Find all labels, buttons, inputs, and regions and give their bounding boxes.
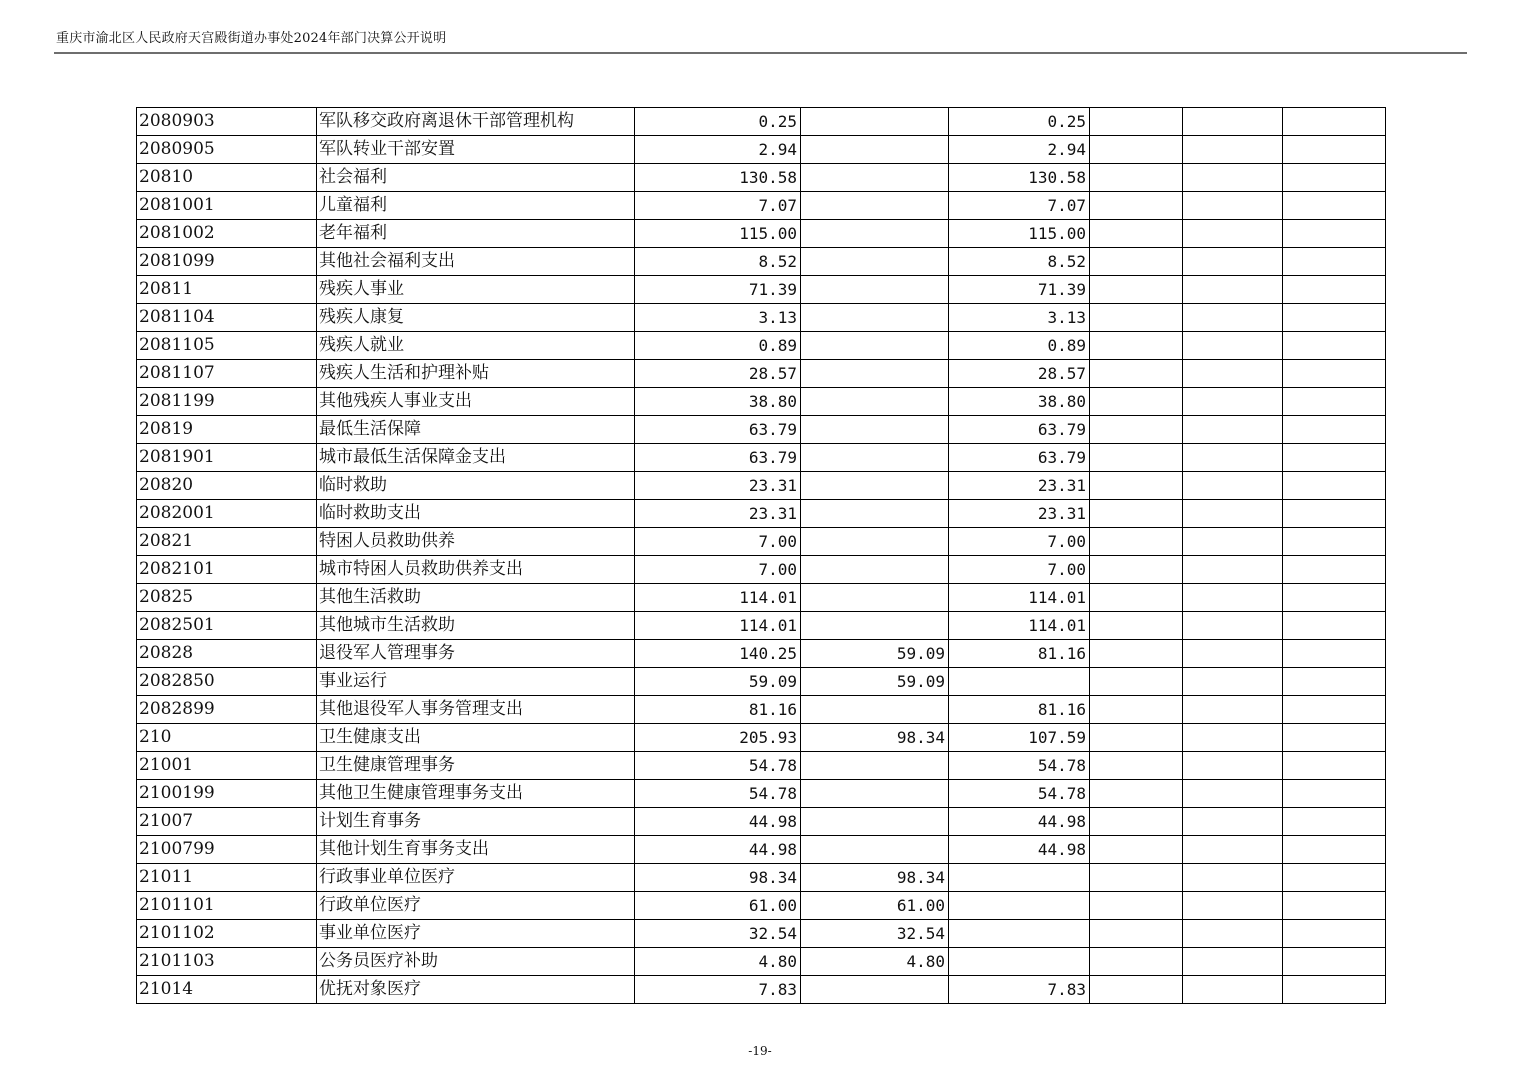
cell-subject-code: 2081901 [137,444,317,472]
cell-basic-expenditure: 98.34 [801,724,949,752]
cell-basic-expenditure [801,304,949,332]
cell-subject-code: 2082850 [137,668,317,696]
cell-subject-name: 卫生健康管理事务 [317,752,635,780]
cell-column-6 [1090,332,1183,360]
cell-column-6 [1090,696,1183,724]
cell-subject-code: 2100799 [137,836,317,864]
cell-basic-expenditure [801,192,949,220]
cell-column-6 [1090,528,1183,556]
cell-column-8 [1283,808,1386,836]
cell-project-expenditure: 107.59 [949,724,1090,752]
cell-subject-name: 事业运行 [317,668,635,696]
cell-column-6 [1090,612,1183,640]
cell-column-6 [1090,668,1183,696]
cell-column-7 [1183,276,1283,304]
cell-project-expenditure: 81.16 [949,696,1090,724]
table-row [137,640,1386,668]
cell-column-6 [1090,892,1183,920]
table-row [137,696,1386,724]
cell-total: 71.39 [635,276,801,304]
cell-total: 0.25 [635,108,801,136]
cell-subject-name: 其他社会福利支出 [317,248,635,276]
cell-subject-name: 儿童福利 [317,192,635,220]
cell-subject-name: 残疾人康复 [317,304,635,332]
cell-subject-name: 社会福利 [317,164,635,192]
table-row [137,164,1386,192]
cell-column-7 [1183,164,1283,192]
cell-basic-expenditure [801,808,949,836]
cell-column-7 [1183,360,1283,388]
cell-column-8 [1283,500,1386,528]
cell-subject-code: 2100199 [137,780,317,808]
cell-column-8 [1283,836,1386,864]
cell-subject-name: 其他退役军人事务管理支出 [317,696,635,724]
cell-column-8 [1283,136,1386,164]
cell-project-expenditure: 130.58 [949,164,1090,192]
cell-column-7 [1183,724,1283,752]
cell-column-7 [1183,780,1283,808]
cell-column-6 [1090,276,1183,304]
cell-column-6 [1090,164,1183,192]
cell-column-6 [1090,584,1183,612]
cell-subject-name: 残疾人生活和护理补贴 [317,360,635,388]
cell-subject-code: 21007 [137,808,317,836]
cell-column-7 [1183,472,1283,500]
cell-subject-name: 事业单位医疗 [317,920,635,948]
cell-project-expenditure: 44.98 [949,836,1090,864]
table-row [137,780,1386,808]
cell-subject-code: 21001 [137,752,317,780]
table-row [137,192,1386,220]
cell-column-8 [1283,304,1386,332]
cell-subject-code: 20821 [137,528,317,556]
cell-column-6 [1090,500,1183,528]
cell-column-6 [1090,192,1183,220]
cell-column-6 [1090,948,1183,976]
cell-subject-code: 2082101 [137,556,317,584]
cell-column-8 [1283,276,1386,304]
cell-project-expenditure: 23.31 [949,472,1090,500]
cell-subject-code: 20828 [137,640,317,668]
cell-basic-expenditure [801,416,949,444]
cell-subject-code: 2101102 [137,920,317,948]
cell-project-expenditure: 7.07 [949,192,1090,220]
cell-column-7 [1183,976,1283,1004]
cell-column-6 [1090,304,1183,332]
table-row [137,388,1386,416]
cell-column-8 [1283,388,1386,416]
cell-basic-expenditure [801,136,949,164]
cell-column-7 [1183,500,1283,528]
cell-column-8 [1283,612,1386,640]
cell-subject-name: 其他卫生健康管理事务支出 [317,780,635,808]
cell-project-expenditure [949,668,1090,696]
table-row [137,892,1386,920]
cell-column-7 [1183,892,1283,920]
cell-project-expenditure: 38.80 [949,388,1090,416]
cell-total: 0.89 [635,332,801,360]
cell-basic-expenditure [801,472,949,500]
cell-subject-code: 21011 [137,864,317,892]
cell-subject-name: 残疾人事业 [317,276,635,304]
cell-column-7 [1183,920,1283,948]
cell-subject-name: 城市最低生活保障金支出 [317,444,635,472]
cell-basic-expenditure [801,752,949,780]
cell-subject-name: 行政单位医疗 [317,892,635,920]
table-row [137,976,1386,1004]
cell-project-expenditure: 23.31 [949,500,1090,528]
cell-column-8 [1283,528,1386,556]
table-row [137,276,1386,304]
cell-project-expenditure: 8.52 [949,248,1090,276]
cell-column-6 [1090,472,1183,500]
cell-project-expenditure: 63.79 [949,416,1090,444]
cell-subject-name: 残疾人就业 [317,332,635,360]
cell-subject-code: 2081104 [137,304,317,332]
cell-subject-code: 2081105 [137,332,317,360]
table-row [137,864,1386,892]
cell-column-6 [1090,780,1183,808]
cell-subject-name: 计划生育事务 [317,808,635,836]
cell-project-expenditure: 7.00 [949,556,1090,584]
cell-column-7 [1183,528,1283,556]
cell-subject-code: 20819 [137,416,317,444]
cell-column-8 [1283,696,1386,724]
cell-column-6 [1090,752,1183,780]
cell-subject-name: 特困人员救助供养 [317,528,635,556]
cell-total: 140.25 [635,640,801,668]
table-row [137,444,1386,472]
cell-column-8 [1283,416,1386,444]
cell-column-6 [1090,724,1183,752]
cell-column-6 [1090,108,1183,136]
cell-subject-name: 军队转业干部安置 [317,136,635,164]
cell-subject-code: 21014 [137,976,317,1004]
cell-column-8 [1283,360,1386,388]
cell-subject-name: 军队移交政府离退休干部管理机构 [317,108,635,136]
table-row [137,948,1386,976]
cell-basic-expenditure [801,584,949,612]
table-row [137,528,1386,556]
cell-project-expenditure: 44.98 [949,808,1090,836]
cell-basic-expenditure: 59.09 [801,640,949,668]
table-row [137,668,1386,696]
cell-project-expenditure: 3.13 [949,304,1090,332]
cell-subject-name: 城市特困人员救助供养支出 [317,556,635,584]
cell-subject-name: 其他城市生活救助 [317,612,635,640]
cell-column-8 [1283,220,1386,248]
cell-project-expenditure [949,948,1090,976]
page-number: -19- [748,1044,772,1058]
cell-column-7 [1183,388,1283,416]
cell-column-8 [1283,976,1386,1004]
cell-total: 8.52 [635,248,801,276]
cell-basic-expenditure [801,836,949,864]
table-row [137,724,1386,752]
header-divider [54,52,1467,54]
cell-subject-name: 卫生健康支出 [317,724,635,752]
cell-subject-code: 20810 [137,164,317,192]
cell-column-8 [1283,444,1386,472]
cell-subject-name: 临时救助支出 [317,500,635,528]
cell-total: 59.09 [635,668,801,696]
cell-column-6 [1090,836,1183,864]
cell-column-6 [1090,976,1183,1004]
cell-total: 63.79 [635,416,801,444]
cell-project-expenditure: 115.00 [949,220,1090,248]
cell-column-8 [1283,640,1386,668]
cell-subject-name: 其他残疾人事业支出 [317,388,635,416]
cell-column-8 [1283,584,1386,612]
cell-column-7 [1183,248,1283,276]
cell-basic-expenditure: 98.34 [801,864,949,892]
cell-basic-expenditure [801,528,949,556]
cell-subject-name: 优抚对象医疗 [317,976,635,1004]
cell-column-8 [1283,864,1386,892]
cell-basic-expenditure [801,780,949,808]
cell-basic-expenditure [801,360,949,388]
cell-project-expenditure [949,920,1090,948]
cell-subject-code: 2081002 [137,220,317,248]
cell-column-6 [1090,444,1183,472]
cell-basic-expenditure [801,164,949,192]
cell-column-7 [1183,220,1283,248]
cell-column-7 [1183,640,1283,668]
cell-column-8 [1283,668,1386,696]
cell-subject-code: 2101103 [137,948,317,976]
cell-subject-code: 210 [137,724,317,752]
table-row [137,472,1386,500]
cell-project-expenditure: 28.57 [949,360,1090,388]
cell-column-6 [1090,808,1183,836]
cell-subject-code: 2081107 [137,360,317,388]
cell-subject-name: 最低生活保障 [317,416,635,444]
cell-total: 7.00 [635,528,801,556]
cell-column-6 [1090,864,1183,892]
cell-column-8 [1283,948,1386,976]
cell-project-expenditure: 0.25 [949,108,1090,136]
table-row [137,752,1386,780]
cell-total: 130.58 [635,164,801,192]
cell-column-7 [1183,108,1283,136]
cell-column-7 [1183,556,1283,584]
cell-project-expenditure: 54.78 [949,780,1090,808]
table-body [137,108,1386,1004]
cell-total: 44.98 [635,808,801,836]
cell-total: 54.78 [635,752,801,780]
cell-total: 38.80 [635,388,801,416]
cell-column-8 [1283,892,1386,920]
cell-column-7 [1183,416,1283,444]
table-row [137,920,1386,948]
cell-project-expenditure: 114.01 [949,612,1090,640]
cell-total: 28.57 [635,360,801,388]
cell-basic-expenditure: 59.09 [801,668,949,696]
table-row [137,108,1386,136]
cell-total: 3.13 [635,304,801,332]
cell-basic-expenditure [801,444,949,472]
cell-total: 2.94 [635,136,801,164]
cell-column-8 [1283,752,1386,780]
cell-basic-expenditure: 61.00 [801,892,949,920]
cell-column-8 [1283,108,1386,136]
cell-column-6 [1090,360,1183,388]
cell-column-7 [1183,752,1283,780]
cell-column-8 [1283,164,1386,192]
cell-total: 4.80 [635,948,801,976]
cell-column-7 [1183,864,1283,892]
cell-subject-name: 其他生活救助 [317,584,635,612]
cell-total: 32.54 [635,920,801,948]
table-row [137,416,1386,444]
cell-total: 115.00 [635,220,801,248]
cell-subject-code: 2081099 [137,248,317,276]
cell-subject-name: 退役军人管理事务 [317,640,635,668]
cell-subject-name: 公务员医疗补助 [317,948,635,976]
cell-basic-expenditure [801,500,949,528]
cell-project-expenditure: 114.01 [949,584,1090,612]
cell-basic-expenditure [801,108,949,136]
cell-total: 63.79 [635,444,801,472]
cell-column-6 [1090,388,1183,416]
cell-subject-name: 其他计划生育事务支出 [317,836,635,864]
cell-project-expenditure [949,864,1090,892]
cell-subject-code: 2081199 [137,388,317,416]
page-header-title: 重庆市渝北区人民政府天宫殿街道办事处2024年部门决算公开说明 [56,31,447,46]
cell-column-8 [1283,556,1386,584]
cell-subject-code: 2082899 [137,696,317,724]
cell-project-expenditure: 7.83 [949,976,1090,1004]
cell-column-8 [1283,920,1386,948]
cell-column-7 [1183,808,1283,836]
cell-subject-code: 2081001 [137,192,317,220]
expenditure-table [136,107,1386,1004]
cell-basic-expenditure [801,696,949,724]
cell-subject-code: 2080905 [137,136,317,164]
cell-column-6 [1090,136,1183,164]
table-row [137,136,1386,164]
cell-subject-name: 老年福利 [317,220,635,248]
cell-column-7 [1183,304,1283,332]
cell-total: 81.16 [635,696,801,724]
cell-total: 61.00 [635,892,801,920]
cell-total: 7.07 [635,192,801,220]
table-row [137,332,1386,360]
cell-subject-code: 20825 [137,584,317,612]
cell-total: 44.98 [635,836,801,864]
cell-subject-name: 临时救助 [317,472,635,500]
cell-column-7 [1183,444,1283,472]
table-row [137,304,1386,332]
cell-basic-expenditure [801,976,949,1004]
cell-basic-expenditure [801,276,949,304]
cell-basic-expenditure [801,612,949,640]
cell-total: 7.83 [635,976,801,1004]
cell-column-6 [1090,640,1183,668]
cell-column-6 [1090,556,1183,584]
cell-basic-expenditure: 4.80 [801,948,949,976]
table-row [137,556,1386,584]
cell-total: 98.34 [635,864,801,892]
cell-total: 205.93 [635,724,801,752]
cell-column-7 [1183,836,1283,864]
table-row [137,836,1386,864]
cell-basic-expenditure [801,388,949,416]
cell-basic-expenditure [801,248,949,276]
cell-basic-expenditure [801,220,949,248]
cell-subject-code: 20820 [137,472,317,500]
cell-column-7 [1183,584,1283,612]
cell-column-8 [1283,332,1386,360]
cell-column-6 [1090,920,1183,948]
cell-project-expenditure: 54.78 [949,752,1090,780]
cell-project-expenditure: 7.00 [949,528,1090,556]
cell-project-expenditure: 2.94 [949,136,1090,164]
table-row [137,360,1386,388]
cell-project-expenditure: 81.16 [949,640,1090,668]
cell-total: 54.78 [635,780,801,808]
cell-column-7 [1183,612,1283,640]
cell-basic-expenditure [801,556,949,584]
cell-column-8 [1283,724,1386,752]
cell-column-7 [1183,948,1283,976]
table-row [137,584,1386,612]
cell-column-8 [1283,248,1386,276]
cell-total: 114.01 [635,612,801,640]
cell-subject-code: 2082501 [137,612,317,640]
cell-basic-expenditure: 32.54 [801,920,949,948]
cell-total: 7.00 [635,556,801,584]
cell-column-6 [1090,248,1183,276]
cell-project-expenditure: 0.89 [949,332,1090,360]
table-row [137,808,1386,836]
table-row [137,500,1386,528]
cell-column-7 [1183,136,1283,164]
cell-column-8 [1283,780,1386,808]
table-row [137,220,1386,248]
cell-subject-code: 2101101 [137,892,317,920]
cell-subject-code: 2082001 [137,500,317,528]
table-row [137,612,1386,640]
cell-basic-expenditure [801,332,949,360]
table-row [137,248,1386,276]
cell-project-expenditure: 71.39 [949,276,1090,304]
cell-column-8 [1283,472,1386,500]
cell-column-7 [1183,332,1283,360]
cell-subject-code: 20811 [137,276,317,304]
cell-total: 114.01 [635,584,801,612]
cell-column-7 [1183,696,1283,724]
cell-subject-code: 2080903 [137,108,317,136]
cell-column-7 [1183,192,1283,220]
cell-column-7 [1183,668,1283,696]
cell-column-6 [1090,220,1183,248]
cell-column-6 [1090,416,1183,444]
cell-project-expenditure [949,892,1090,920]
cell-project-expenditure: 63.79 [949,444,1090,472]
cell-total: 23.31 [635,472,801,500]
cell-subject-name: 行政事业单位医疗 [317,864,635,892]
cell-column-8 [1283,192,1386,220]
cell-total: 23.31 [635,500,801,528]
